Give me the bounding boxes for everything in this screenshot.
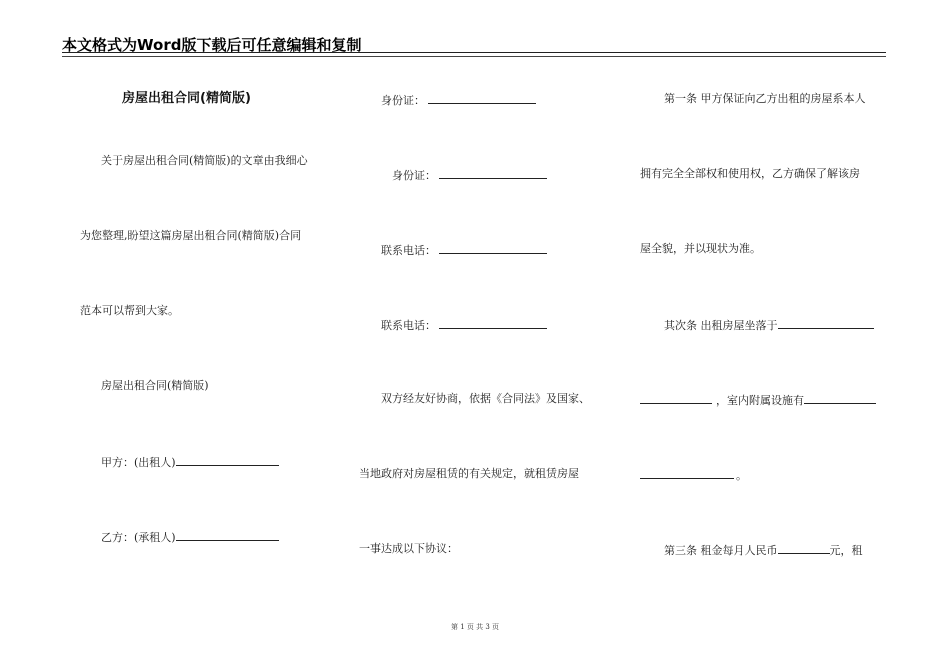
intro-line-3: 范本可以帮到大家。 <box>80 304 179 317</box>
article-2-end: 。 <box>736 469 747 482</box>
phone-line-1 <box>381 242 547 258</box>
rent-label: 第三条 租金每月人民币 <box>664 544 778 557</box>
phone-label-2: 联系电话： <box>381 319 436 332</box>
intro-line-2: 为您整理,盼望这篇房屋出租合同(精简版)合同 <box>80 229 302 242</box>
id-label-1: 身份证： <box>381 94 425 107</box>
id-blank-1 <box>428 92 536 104</box>
agreement-line-2: 当地政府对房屋租赁的有关规定，就租赁房屋 <box>359 467 579 480</box>
party-b-blank <box>176 529 279 541</box>
id-line-1 <box>381 92 536 108</box>
party-b-line <box>101 529 279 545</box>
location-blank <box>778 317 874 329</box>
id-line-2 <box>392 167 547 183</box>
header-rule-thin <box>62 56 886 57</box>
top-banner: 本文格式为Word版下载后可任意编辑和复制 <box>62 36 362 54</box>
page-number: 第 1 页 共 3 页 <box>450 623 500 631</box>
agreement-line-1: 双方经友好协商，依据《合同法》及国家、 <box>381 392 590 405</box>
document-title: 房屋出租合同(精简版) <box>122 91 251 106</box>
facilities-label: ，室内附属设施有 <box>716 394 804 407</box>
article-2-line-2 <box>640 392 876 408</box>
phone-label-1: 联系电话： <box>381 244 436 257</box>
rent-label-end: 元，租 <box>829 544 863 557</box>
rent-amount-blank <box>778 542 830 554</box>
agreement-line-3: 一事达成以下协议： <box>359 542 458 555</box>
article-2-label: 其次条 出租房屋坐落于 <box>664 319 778 332</box>
id-label-2: 身份证： <box>392 169 436 182</box>
party-b-label: 乙方：(承租人) <box>101 531 176 544</box>
facilities-blank-2 <box>640 467 734 479</box>
intro-line-1: 关于房屋出租合同(精简版)的文章由我细心 <box>101 154 308 167</box>
contract-subtitle: 房屋出租合同(精简版) <box>101 379 209 392</box>
phone-line-2 <box>381 317 547 333</box>
article-2-line-1 <box>664 317 874 333</box>
article-1-line-1: 第一条 甲方保证向乙方出租的房屋系本人 <box>664 92 866 105</box>
article-3-line-1 <box>664 542 863 558</box>
facilities-blank <box>804 392 876 404</box>
article-2-line-3 <box>640 467 747 483</box>
article-1-line-2: 拥有完全全部权和使用权，乙方确保了解该房 <box>640 167 860 180</box>
location-blank-2 <box>640 392 712 404</box>
party-a-line <box>101 454 279 470</box>
article-1-line-3: 屋全貌，并以现状为准。 <box>640 242 761 255</box>
phone-blank-2 <box>439 317 547 329</box>
party-a-label: 甲方：(出租人) <box>101 456 176 469</box>
party-a-blank <box>176 454 279 466</box>
phone-blank-1 <box>439 242 547 254</box>
header-rule-thick <box>62 52 886 53</box>
id-blank-2 <box>439 167 547 179</box>
